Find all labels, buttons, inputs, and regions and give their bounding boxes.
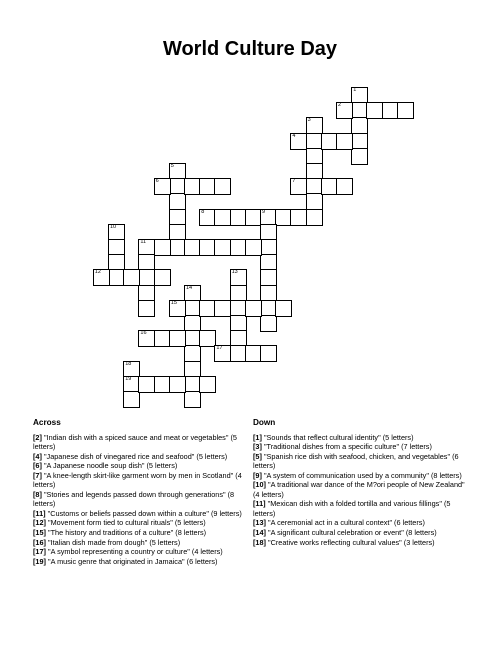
down-heading: Down [253,418,276,427]
across-clue [33,538,248,548]
grid-cell[interactable] [138,300,155,317]
down-clue [253,442,473,452]
clue-number: [15] [33,528,46,538]
down-clue [253,452,473,471]
across-clues [33,418,248,566]
clue-number: [19] [33,556,46,566]
across-clue [33,509,248,519]
down-clue [253,518,473,528]
clue-number: [17] [33,547,46,557]
clue-text: "Customs or beliefs passed down within a culture" (9 letters) [45,508,242,518]
grid-cell[interactable] [336,102,353,119]
clue-number: [13] [253,518,266,528]
grid-cell[interactable] [93,269,110,286]
cell-number: 4 [292,132,296,139]
grid-cell[interactable] [123,391,140,408]
cell-number: 13 [231,269,238,276]
clue-number: [5] [253,451,262,461]
clue-number: [3] [253,442,262,452]
grid-cell[interactable] [214,178,231,195]
clue-number: [12] [33,518,46,528]
cell-number: 3 [307,117,311,124]
grid-cell[interactable] [214,300,231,317]
across-clue [33,452,248,462]
clue-number: [2] [33,432,42,442]
grid-cell[interactable] [275,300,292,317]
clue-text: "The history and traditions of a culture" (8 letters) [45,528,207,538]
across-clue [33,461,248,471]
grid-cell[interactable] [397,102,414,119]
grid-cell[interactable] [245,239,262,256]
across-clue [33,557,248,567]
cell-number: 12 [94,269,101,276]
clue-text: "A knee-length skirt-like garment worn by men in Scotland" (4 letters) [33,470,242,490]
puzzle-title: World Culture Day [162,38,338,60]
clue-number: [11] [33,508,46,518]
down-clue [253,528,473,538]
cell-number: 11 [140,239,147,245]
clue-number: [4] [33,451,42,461]
across-clue [33,518,248,528]
across-clue [33,528,248,538]
grid-cell[interactable] [184,391,201,408]
grid-cell[interactable] [169,330,186,347]
clue-number: [11] [253,499,266,509]
clue-text: "A symbol representing a country or culture" (4 letters) [45,547,223,557]
grid-cell[interactable] [214,345,231,362]
clue-number: [9] [253,470,262,480]
cell-number: 10 [110,223,117,230]
clue-text: "Sounds that reflect cultural identity" (5 letters) [261,432,414,442]
clue-number: [18] [253,537,266,547]
clue-number: [14] [253,528,266,538]
cell-number: 16 [140,330,147,337]
clue-text: "Spanish rice dish with seafood, chicken, and vegetables" (6 letters) [253,451,459,471]
grid-cell[interactable] [123,269,140,286]
cell-number: 5 [170,163,174,169]
cell-number: 15 [170,299,177,306]
clue-text: "Movement form tied to cultural rituals" (5 letters) [45,518,206,528]
grid-cell[interactable] [351,148,368,165]
clue-text: "Creative works reflecting cultural values" (3 letters) [265,537,435,547]
clue-number: [1] [253,432,262,442]
across-heading: Across [33,418,61,427]
cell-number: 19 [125,375,132,382]
clue-text: "A system of communication used by a community" (8 letters) [261,470,462,480]
grid-cell[interactable] [245,300,262,317]
clue-text: "A Japanese noodle soup dish" (5 letters) [41,461,178,471]
grid-cell[interactable] [169,300,186,317]
clue-number: [6] [33,461,42,471]
clue-number: [10] [253,480,266,490]
clue-text: "A music genre that originated in Jamaica" (6 letters) [45,556,218,566]
grid-cell[interactable] [154,269,171,286]
down-clue [253,471,473,481]
cell-number: 9 [262,208,266,215]
clue-number: [8] [33,489,42,499]
grid-cell[interactable] [336,178,353,195]
clue-text: "Mexican dish with a folded tortilla and various fillings" (5 letters) [253,499,451,518]
grid-cell[interactable] [306,209,323,226]
across-clue [33,490,248,509]
down-clue [253,499,473,518]
cell-number: 7 [292,178,296,185]
clue-number: [16] [33,537,46,547]
clue-number: [7] [33,470,42,480]
grid-cell[interactable] [290,133,307,150]
grid-cell[interactable] [260,345,277,362]
grid-cell[interactable] [199,376,216,393]
cell-number: 14 [186,284,193,291]
clue-text: "Indian dish with a spiced sauce and meat or vegetables" (5 letters) [33,432,237,452]
across-clue [33,547,248,557]
clue-text: "A significant cultural celebration or event" (8 letters) [265,528,437,538]
clue-text: "Italian dish made from dough" (5 letters) [45,537,181,547]
cell-number: 8 [201,208,205,215]
down-clues [253,418,473,547]
clue-text: "A ceremonial act in a cultural context" (6 letters) [265,518,425,528]
clue-text: "Stories and legends passed down through generations" (8 letters) [33,489,235,509]
grid-cell[interactable] [336,133,353,150]
clue-text: "A traditional war dance of the M?ori people of New Zealand" (4 letters) [253,480,465,499]
down-clue [253,538,473,548]
grid-cell[interactable] [290,209,307,226]
grid-cell[interactable] [169,376,186,393]
cell-number: 6 [155,178,159,185]
down-clue [253,480,473,499]
clue-text: "Traditional dishes from a specific culture" (7 letters) [261,442,432,452]
grid-cell[interactable] [154,239,171,256]
cell-number: 2 [338,102,342,109]
down-clue [253,433,473,443]
cell-number: 1 [353,87,357,93]
across-clue [33,433,248,452]
across-clue [33,471,248,490]
cell-number: 17 [216,345,223,352]
grid-cell[interactable] [260,315,277,332]
grid-cell[interactable] [154,178,171,195]
grid-cell[interactable] [290,178,307,195]
clue-text: "Japanese dish of vinegared rice and seafood" (5 letters) [41,451,228,461]
cell-number: 18 [125,360,132,367]
